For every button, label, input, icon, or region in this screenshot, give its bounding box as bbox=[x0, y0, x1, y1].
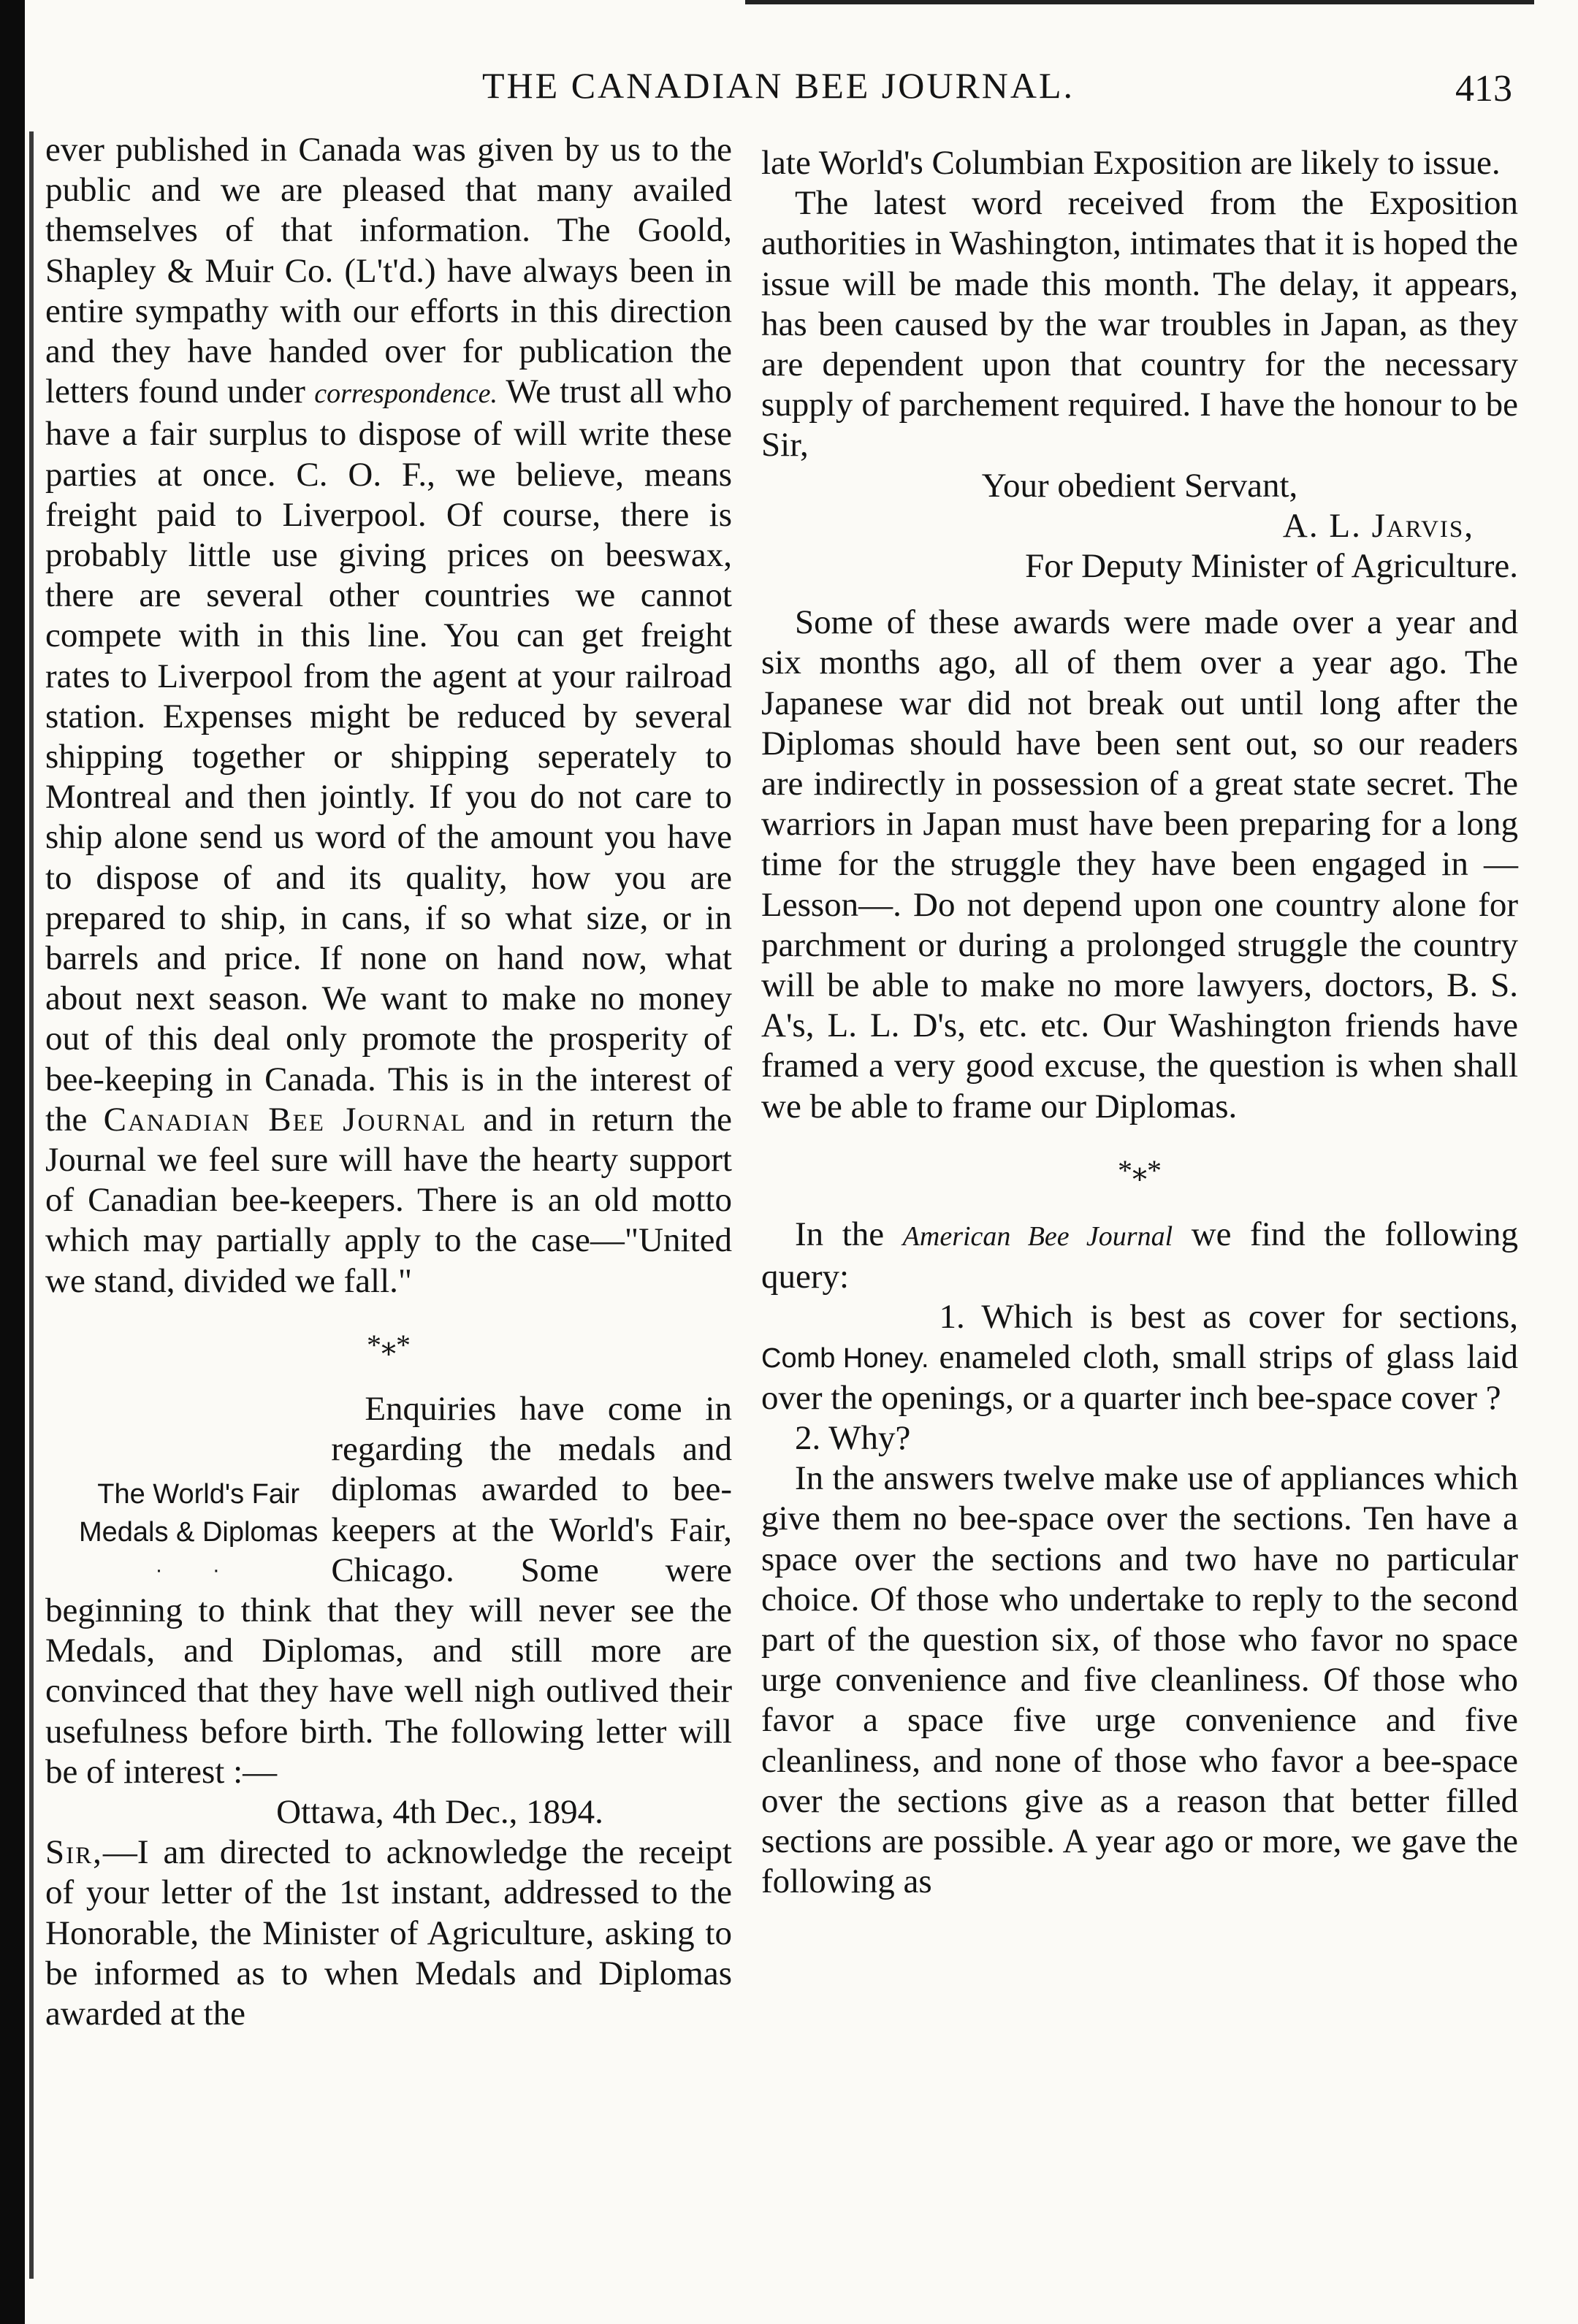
running-title: THE CANADIAN BEE JOURNAL. bbox=[482, 65, 1075, 106]
letter-date: Ottawa, 4th Dec., 1894. bbox=[276, 1792, 603, 1831]
query-item-1: Comb Honey. 1. Which is best as cover for sections, enameled cloth, small strips of glass laid over the openings, or a quarter inch bee-space cover ? bbox=[761, 1298, 1518, 1417]
journal-name: Canadian Bee Journal bbox=[103, 1100, 467, 1139]
letter-paragraph: The latest word received from the Exposition authorities in Washington, intimates that it is hoped the issue will be made this month. The delay, it appears, has been caused by the war troubles in Japan, as they are dependent upon that country for the necessary supply of parchement required. I have the honour to be Sir, bbox=[761, 184, 1518, 465]
paragraph-answers: In the answers twelve make use of appliances which give them no bee-space over the sections. Ten have a space over the sections and two have no particular choice. Of those who undertake to reply to the second part of the question six, of those who favor no space urge convenience and five cleanliness. Of those who favor a space five urge convenience and five cleanliness, and none of those who favor a bee-space over the sections give as a reason that better filled sections are possible. A year ago or more, we gave the following as bbox=[761, 1459, 1518, 1901]
right-column bbox=[761, 143, 1518, 1902]
asterism-divider: *⁎* bbox=[367, 1328, 411, 1361]
top-rule bbox=[745, 0, 1534, 4]
signature-title: For Deputy Minister of Agriculture. bbox=[1025, 547, 1518, 586]
salutation: Sir, bbox=[45, 1833, 103, 1872]
signature: A. L. Jarvis, bbox=[1282, 506, 1474, 545]
page-number: 413 bbox=[1455, 68, 1512, 110]
page-header bbox=[44, 57, 1541, 123]
asterism-divider: *⁎* bbox=[1118, 1153, 1162, 1187]
paragraph-beeswax: ever published in Canada was given by us to the public and we are pleased that many availed themselves of that information. The Goold, Shapley & Muir Co. (L't'd.) have always been in entire sympathy with our efforts in this direction and they have handed over for publication the letters found under correspondence. We trust all who have a fair surplus to dispose of will write these parties at once. C. O. F., we believe, means freight paid to Liverpool. Of course, there is probably little use giving prices on beeswax, there are several other countries we cannot compete with in this line. You can get freight rates to Liverpool from the agent at your railroad station. Expenses might be reduced by several shipping together or shipping seperately to Montreal and then jointly. If you do not care to ship alone send us word of the amount you have to dispose of and its quality, how you are prepared to ship, in cans, if so what size, or in barrels and price. If none on hand now, what about next season. We want to make no money out of this deal only promote the prosperity of bee-keeping in Canada. This is in the interest of the Canadian Bee Journal and in return the Journal we feel sure will have the hearty support of Canadian bee-keepers. There is an old motto which may partially apply to the case—"United we stand, divided we fall." bbox=[45, 131, 733, 1300]
side-heading-comb-honey: Comb Honey. bbox=[761, 1343, 929, 1375]
binding-shadow bbox=[0, 0, 25, 2324]
paragraph-awards: Some of these awards were made over a year and six months ago, all of them over a year ago. The Japanese war did not break out until long after the Diplomas should have been sent out, so our readers are indirectly in possession of a great state secret. The warriors in Japan must have been preparing for a long time for the struggle they have been engaged in — Lesson—. Do not depend upon one country alone for parchment or during a prolonged struggle the country will be able to make no more lawyers, doctors, B. S. A's, L. L. D's, etc. etc. Our Washington friends have framed a very good excuse, the question is when shall we be able to frame our Diplomas. bbox=[761, 603, 1518, 1125]
letter-closing: Your obedient Servant, bbox=[981, 466, 1298, 505]
italic-american-bee-journal: American Bee Journal bbox=[902, 1220, 1173, 1252]
side-heading-worlds-fair: The World's Fair Medals & Diplomas · · bbox=[79, 1478, 319, 1582]
letter-opening: Sir,—I am directed to acknowledge the receipt of your letter of the 1st instant, addressed to the Honorable, the Minister of Agriculture, asking to be informed as to when Medals and Diplomas awarded at the bbox=[45, 1833, 732, 2033]
left-column bbox=[45, 130, 732, 2034]
letter-continuation: late World's Columbian Exposition are likely to issue. bbox=[761, 144, 1501, 182]
query-item-2: 2. Why? bbox=[795, 1418, 911, 1457]
paragraph-medals: The World's Fair Medals & Diplomas · · Enquiries have come in regarding the medals and diplomas awarded to bee-keepers at the World's Fair, Chicago. Some were beginning to think that they will never see the Medals, and Diplomas, and still more are convinced that they have well nigh outlived their usefulness before birth. The following letter will be of interest :— bbox=[45, 1389, 732, 1791]
paragraph-query-intro: In the American Bee Journal we find the following query: bbox=[761, 1215, 1519, 1296]
italic-correspondence: correspondence. bbox=[314, 378, 498, 410]
binding-edge bbox=[29, 131, 34, 2279]
